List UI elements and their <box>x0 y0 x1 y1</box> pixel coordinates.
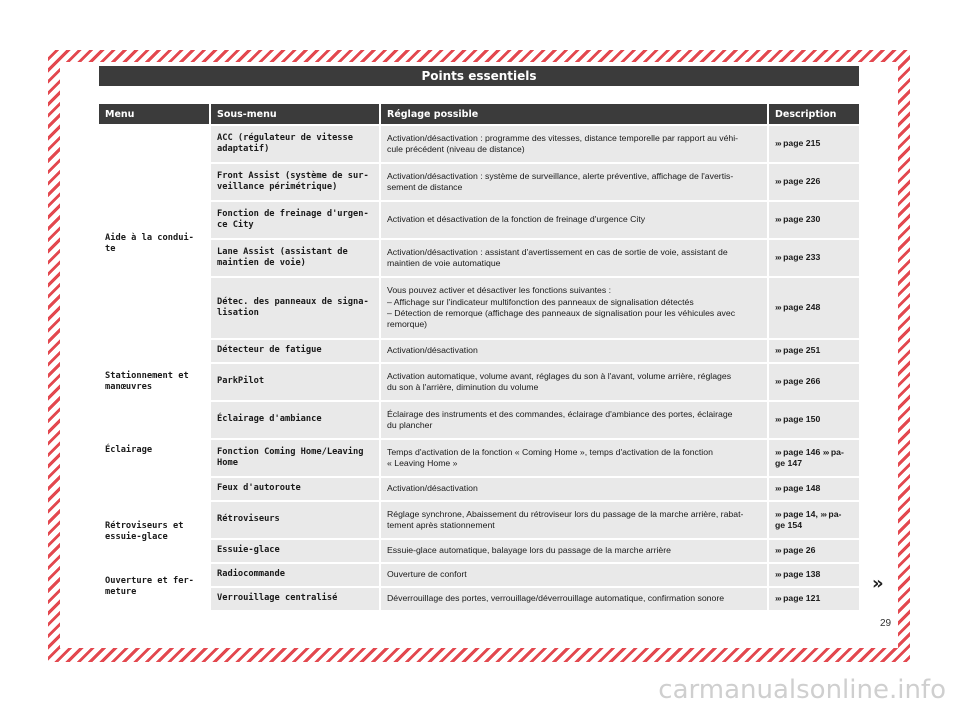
setting-cell: Éclairage des instruments et des commandes, éclairage d'ambiance des portes, éclairage du plancher <box>381 402 769 438</box>
page-reference-cell <box>769 502 859 538</box>
page-reference-cell <box>769 126 859 162</box>
reference-arrow-icon: ››› <box>822 446 829 457</box>
submenu-cell: Fonction Coming Home/Leaving Home <box>211 440 381 476</box>
submenu-cell: Feux d'autoroute <box>211 478 381 500</box>
menu-cell: Éclairage <box>99 402 211 500</box>
table-row <box>99 202 859 238</box>
page-reference-link[interactable]: pa- ge 154 <box>775 508 842 530</box>
menu-cell: Ouverture et fer- meture <box>99 564 211 610</box>
setting-cell: Temps d'activation de la fonction « Coming Home », temps d'activation de la fonction « Leaving Home » <box>381 440 769 476</box>
submenu-cell: Rétroviseurs <box>211 502 381 538</box>
setting-cell: Essuie-glace automatique, balayage lors du passage de la marche arrière <box>381 540 769 562</box>
column-header-description: Description <box>769 104 859 124</box>
setting-cell: Vous pouvez activer et désactiver les fonctions suivantes : – Affichage sur l'indicateur multifonction des panneaux de signalisation détectés – Détection de remorque (affichage des panneaux de signalisation pour les véhicules avec remorque) <box>381 278 769 338</box>
reference-arrow-icon: ››› <box>775 302 781 313</box>
setting-cell: Activation/désactivation : assistant d'avertissement en cas de sortie de voie, assistant de maintien de voie automatique <box>381 240 769 276</box>
setting-cell: Activation et désactivation de la fonction de freinage d'urgence City <box>381 202 769 238</box>
submenu-cell: Essuie-glace <box>211 540 381 562</box>
table-row <box>99 440 859 476</box>
page-reference-link[interactable]: pa- ge 147 <box>775 446 844 468</box>
watermark-logo <box>610 670 950 708</box>
table-row <box>99 126 859 162</box>
page-number: 29 <box>880 618 892 629</box>
page-reference-link[interactable]: page 121 <box>783 593 821 604</box>
watermark-graphic <box>610 670 950 706</box>
reference-arrow-icon: ››› <box>820 508 826 519</box>
page-reference-link[interactable]: page 26 <box>783 545 816 556</box>
column-header-submenu: Sous-menu <box>211 104 381 124</box>
submenu-cell: ACC (régulateur de vitesse adaptatif) <box>211 126 381 162</box>
reference-arrow-icon: ››› <box>775 446 781 457</box>
page-reference-cell <box>769 364 859 400</box>
page-reference-cell <box>769 278 859 338</box>
reference-arrow-icon: ››› <box>775 414 781 425</box>
page-reference-link[interactable]: page 226 <box>783 176 821 187</box>
page-reference-link[interactable]: page 14, <box>783 508 818 519</box>
settings-table <box>99 102 859 612</box>
menu-cell: Aide à la condui- te <box>99 126 211 362</box>
page-reference-cell <box>769 478 859 500</box>
page-reference-cell <box>769 540 859 562</box>
table-row <box>99 588 859 610</box>
page-reference-link[interactable]: page 251 <box>783 345 821 356</box>
table-row <box>99 564 859 586</box>
submenu-cell: Fonction de freinage d'urgen- ce City <box>211 202 381 238</box>
page-reference-link[interactable]: page 150 <box>783 414 821 425</box>
page-reference-link[interactable]: page 138 <box>783 569 821 580</box>
reference-arrow-icon: ››› <box>775 545 781 556</box>
reference-arrow-icon: ››› <box>775 483 781 494</box>
table-row <box>99 402 859 438</box>
page-reference-cell <box>769 440 859 476</box>
submenu-cell: Radiocommande <box>211 564 381 586</box>
section-title: Points essentiels <box>99 66 859 86</box>
table-row <box>99 478 859 500</box>
table-row <box>99 364 859 400</box>
reference-arrow-icon: ››› <box>775 508 781 519</box>
table-body <box>99 126 859 610</box>
svg-text:carmanualsonline.info: carmanualsonline.info <box>658 675 946 705</box>
submenu-cell: Détecteur de fatigue <box>211 340 381 362</box>
setting-cell: Activation/désactivation <box>381 478 769 500</box>
table-row <box>99 164 859 200</box>
setting-cell: Déverrouillage des portes, verrouillage/déverrouillage automatique, confirmation sonore <box>381 588 769 610</box>
page-reference-cell <box>769 402 859 438</box>
page-reference-cell <box>769 240 859 276</box>
page-reference-link[interactable]: page 230 <box>783 214 821 225</box>
page-reference-link[interactable]: page 248 <box>783 302 821 313</box>
table-row <box>99 240 859 276</box>
submenu-cell: Verrouillage centralisé <box>211 588 381 610</box>
page-reference-link[interactable]: page 215 <box>783 138 821 149</box>
menu-cell: Stationnement et manœuvres <box>99 364 211 400</box>
reference-arrow-icon: ››› <box>775 176 781 187</box>
submenu-cell: ParkPilot <box>211 364 381 400</box>
page-reference-cell <box>769 564 859 586</box>
setting-cell: Activation/désactivation <box>381 340 769 362</box>
page-reference-link[interactable]: page 233 <box>783 252 821 263</box>
page-reference-link[interactable]: page 146 <box>783 446 821 457</box>
reference-arrow-icon: ››› <box>775 569 781 580</box>
continue-arrow-icon: » <box>872 573 884 594</box>
reference-arrow-icon: ››› <box>775 252 781 263</box>
submenu-cell: Détec. des panneaux de signa- lisation <box>211 278 381 338</box>
setting-cell: Activation/désactivation : système de surveillance, alerte préventive, affichage de l'avertis- sement de distance <box>381 164 769 200</box>
submenu-cell: Front Assist (système de sur- veillance périmétrique) <box>211 164 381 200</box>
setting-cell: Activation automatique, volume avant, réglages du son à l'avant, volume arrière, réglages du son à l'arrière, diminution du volume <box>381 364 769 400</box>
page-reference-cell <box>769 164 859 200</box>
table-row <box>99 278 859 338</box>
table-header-row <box>99 104 859 124</box>
table-row <box>99 340 859 362</box>
table-row <box>99 540 859 562</box>
page-reference-cell <box>769 202 859 238</box>
table-row <box>99 502 859 538</box>
column-header-menu: Menu <box>99 104 211 124</box>
reference-arrow-icon: ››› <box>775 345 781 356</box>
reference-arrow-icon: ››› <box>775 138 781 149</box>
setting-cell: Réglage synchrone, Abaissement du rétroviseur lors du passage de la marche arrière, rabat- tement après stationnement <box>381 502 769 538</box>
submenu-cell: Lane Assist (assistant de maintien de voie) <box>211 240 381 276</box>
column-header-setting: Réglage possible <box>381 104 769 124</box>
reference-arrow-icon: ››› <box>775 376 781 387</box>
page-reference-link[interactable]: page 266 <box>783 376 821 387</box>
page-reference-cell <box>769 340 859 362</box>
submenu-cell: Éclairage d'ambiance <box>211 402 381 438</box>
setting-cell: Ouverture de confort <box>381 564 769 586</box>
reference-arrow-icon: ››› <box>775 593 781 604</box>
page-reference-cell <box>769 588 859 610</box>
setting-cell: Activation/désactivation : programme des vitesses, distance temporelle par rapport au véhi- cule précédent (niveau de distance) <box>381 126 769 162</box>
menu-cell: Rétroviseurs et essuie-glace <box>99 502 211 562</box>
page-reference-link[interactable]: page 148 <box>783 483 821 494</box>
reference-arrow-icon: ››› <box>775 214 781 225</box>
